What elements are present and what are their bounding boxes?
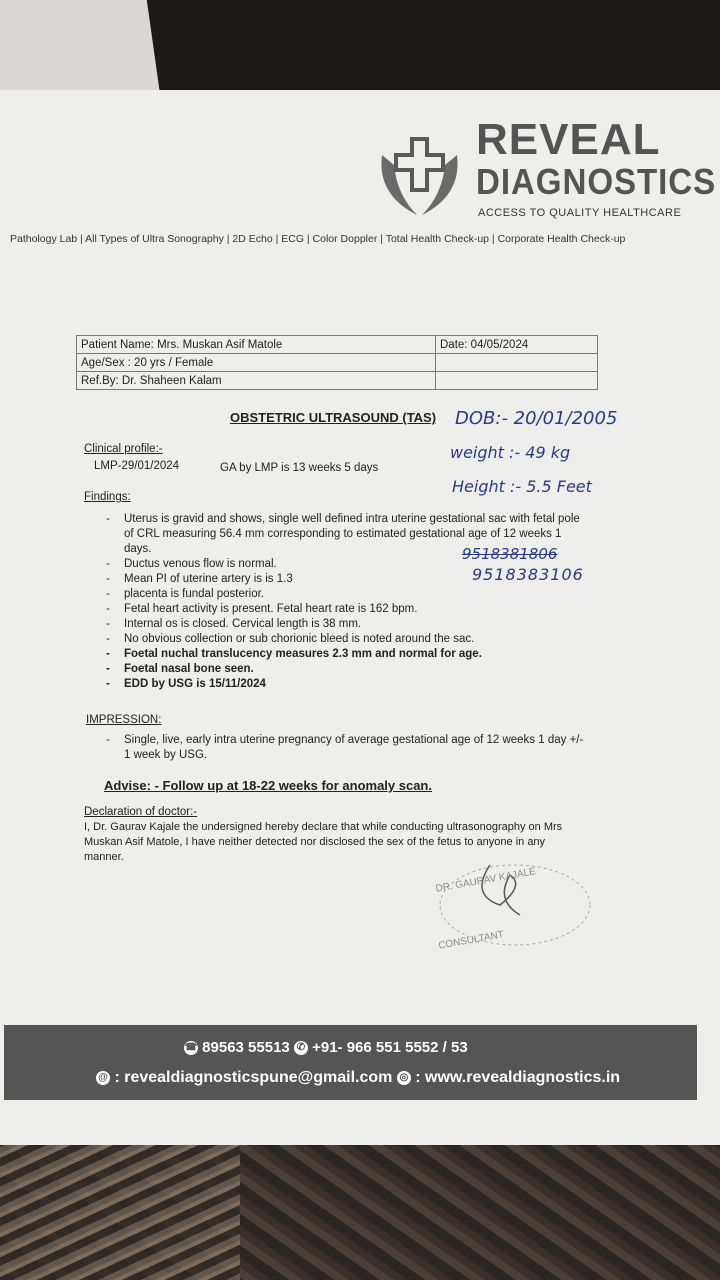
footer-email: : revealdiagnosticspune@gmail.com	[114, 1069, 393, 1086]
impression-block	[102, 733, 592, 763]
declaration-heading: Declaration of doctor:-	[84, 806, 198, 818]
patient-name: Patient Name: Mrs. Muskan Asif Matole	[77, 336, 436, 354]
footer-website: : www.revealdiagnostics.in	[415, 1069, 621, 1086]
footer-web	[96, 1069, 620, 1087]
footer-whatsapp: +91- 966 551 5552 / 53	[312, 1039, 468, 1056]
brand-name-line1: REVEAL	[476, 115, 661, 164]
finding-item: - Ductus venous flow is normal.	[102, 557, 592, 572]
finding-item: - EDD by USG is 15/11/2024	[102, 677, 592, 692]
finding-item: - Foetal nasal bone seen.	[102, 662, 592, 677]
background-fabric-pattern	[0, 1130, 240, 1280]
stamp-name: DR. GAURAV KAJALE	[434, 866, 537, 895]
globe-icon: ◎	[397, 1071, 411, 1085]
impression-heading: IMPRESSION:	[86, 714, 162, 726]
brand-tagline: ACCESS TO QUALITY HEALTHCARE	[478, 207, 682, 219]
doctor-stamp	[430, 855, 600, 965]
phone-icon: ☎	[184, 1042, 198, 1054]
finding-item: - placenta is fundal posterior.	[102, 587, 592, 602]
handwritten-phone-struck: 9518381806	[462, 545, 558, 563]
finding-item: - Uterus is gravid and shows, single well defined intra uterine gestational sac with fetal pole of CRL measuring 56.4 mm corresponding to estimated gestational age of 12 weeks 1 days.	[102, 512, 592, 557]
finding-item: - Mean PI of uterine artery is is 1.3	[102, 572, 592, 587]
email-icon: @	[96, 1071, 110, 1085]
services-line: Pathology Lab | All Types of Ultra Sonography | 2D Echo | ECG | Color Doppler | Total Health Check-up | Corporate Health Check-up	[10, 233, 626, 245]
hands-cross-logo-icon	[372, 125, 467, 220]
finding-item: - Internal os is closed. Cervical length is 38 mm.	[102, 617, 592, 632]
findings-heading: Findings:	[84, 491, 131, 503]
finding-item: - Foetal nuchal translucency measures 2.3 mm and normal for age.	[102, 647, 592, 662]
advise-text: Advise: - Follow up at 18-22 weeks for anomaly scan.	[104, 778, 432, 793]
brand-name-line2: DIAGNOSTICS	[476, 161, 717, 202]
footer-phones	[184, 1039, 468, 1056]
handwritten-height: Height :- 5.5 Feet	[452, 477, 592, 496]
impression-text: - Single, live, early intra uterine pregnancy of average gestational age of 12 weeks 1 day +/- 1 week by USG.	[102, 733, 592, 763]
referred-by: Ref.By: Dr. Shaheen Kalam	[77, 372, 436, 390]
clinical-ga: GA by LMP is 13 weeks 5 days	[220, 462, 379, 474]
whatsapp-icon: ✆	[294, 1041, 308, 1055]
stamp-title: CONSULTANT	[437, 929, 505, 952]
finding-item: - Fetal heart activity is present. Fetal heart rate is 162 bpm.	[102, 602, 592, 617]
clinical-profile-heading: Clinical profile:-	[84, 443, 163, 455]
clinical-lmp: LMP-29/01/2024	[94, 460, 180, 472]
findings-list	[102, 512, 592, 692]
contact-footer	[4, 1025, 697, 1100]
footer-phone: 89563 55513	[202, 1039, 290, 1056]
finding-item: - No obvious collection or sub chorionic bleed is noted around the sac.	[102, 632, 592, 647]
declaration-text: I, Dr. Gaurav Kajale the undersigned hereby declare that while conducting ultrasonography on Mrs Muskan Asif Matole, I have neither detected nor disclosed the sex of the fetus to anyone in any manner.	[84, 821, 563, 863]
handwritten-phone: 9518383106	[472, 565, 584, 584]
report-title: OBSTETRIC ULTRASOUND (TAS)	[230, 410, 437, 425]
brand-logo	[372, 115, 717, 225]
handwritten-weight: weight :- 49 kg	[450, 443, 571, 462]
handwritten-dob: DOB:- 20/01/2005	[455, 408, 618, 429]
report-date: Date: 04/05/2024	[436, 336, 598, 354]
patient-info-table	[76, 335, 598, 390]
patient-age-sex: Age/Sex : 20 yrs / Female	[77, 354, 436, 372]
